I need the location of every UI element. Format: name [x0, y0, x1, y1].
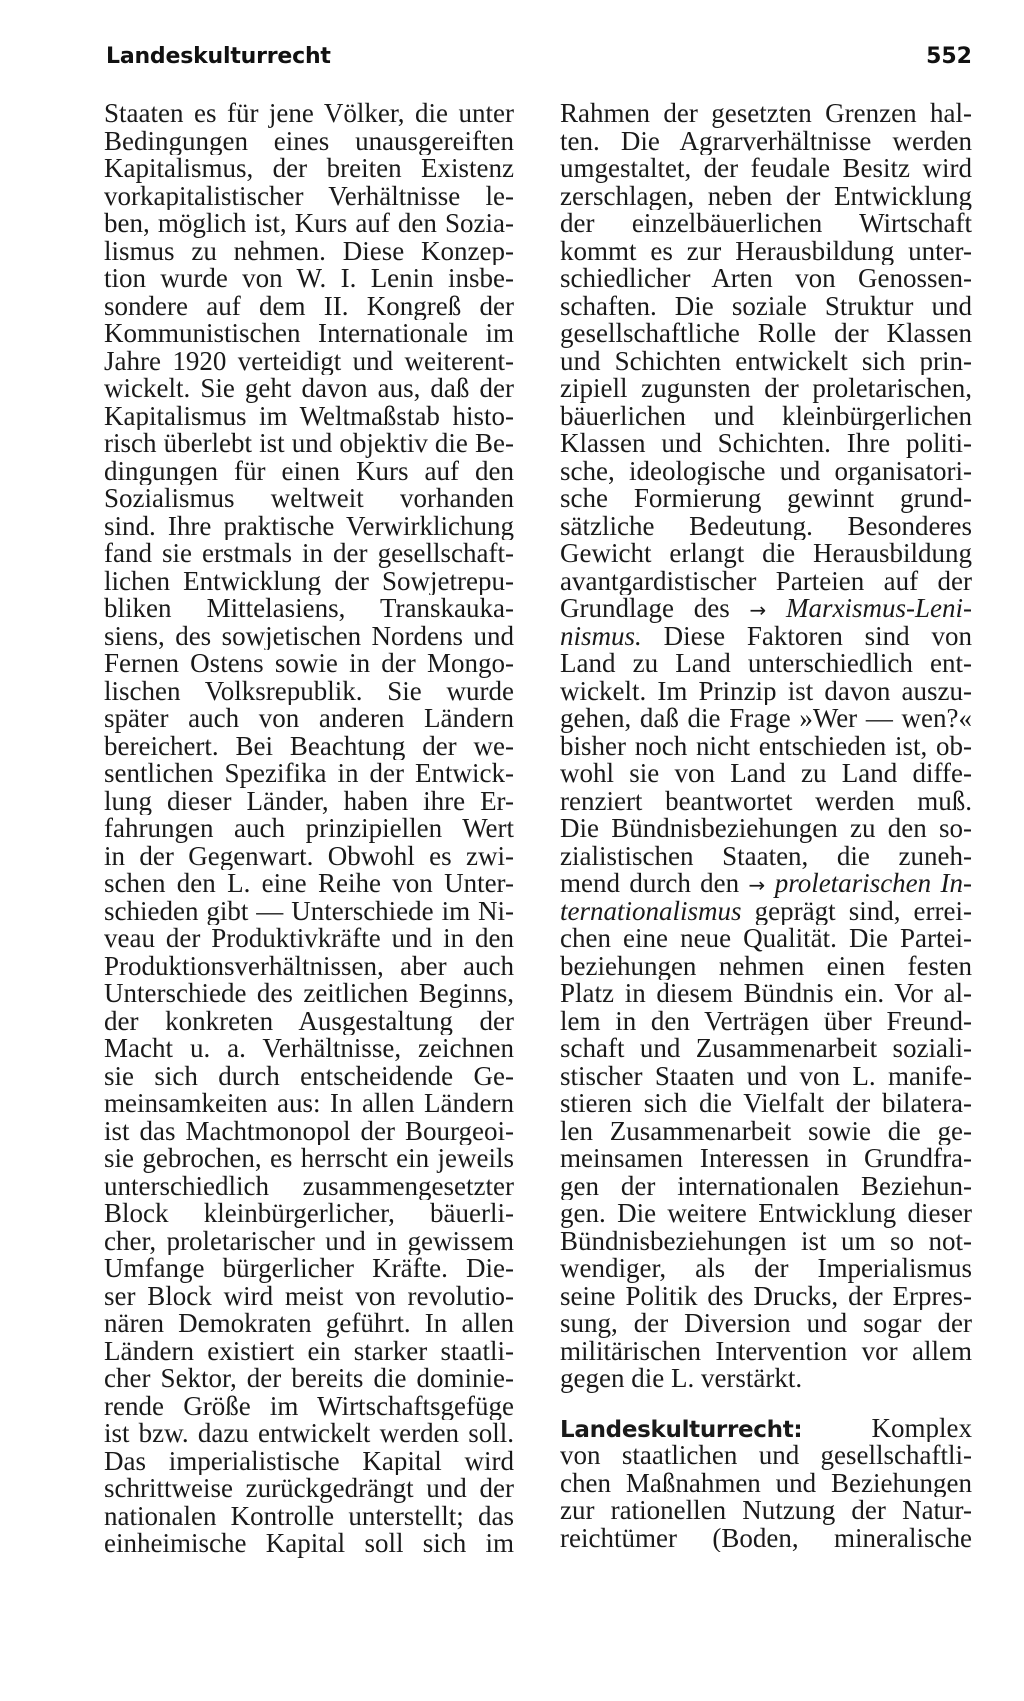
text-line: len Zusammenarbeit sowie die ge-: [560, 1117, 972, 1145]
text-line: chen Maßnahmen und Beziehungen: [560, 1469, 972, 1497]
text-line: Die Bündnisbeziehungen zu den so-: [560, 815, 972, 843]
text-line: Klassen und Schichten. Ihre politi-: [560, 430, 972, 458]
text-line: schaft und Zusammenarbeit soziali-: [560, 1035, 972, 1063]
text-line: risch überlebt ist und objektiv die Be-: [104, 430, 514, 458]
text-line: rende Größe im Wirtschaftsgefüge: [104, 1392, 514, 1420]
text-line: Umfange bürgerlicher Kräfte. Die-: [104, 1255, 514, 1283]
text-line: bliken Mittelasiens, Transkauka-: [104, 595, 514, 623]
text-line: nären Demokraten geführt. In allen: [104, 1310, 514, 1338]
text-line: von staatlichen und gesellschaftli-: [560, 1442, 972, 1470]
text-line: ist das Machtmonopol der Bourgeoi-: [104, 1117, 514, 1145]
text-line: reichtümer (Boden, mineralische: [560, 1524, 972, 1552]
text-line: unterschiedlich zusammengesetzter: [104, 1172, 514, 1200]
text-line: lem in den Verträgen über Freund-: [560, 1007, 972, 1035]
text-line: stischer Staaten und von L. manife-: [560, 1062, 972, 1090]
text-line: Kapitalismus im Weltmaßstab histo-: [104, 402, 514, 430]
text-line: bereichert. Bei Beachtung der we-: [104, 732, 514, 760]
text-line: Land zu Land unterschiedlich ent-: [560, 650, 972, 678]
text-line: ser Block wird meist von revolutio-: [104, 1282, 514, 1310]
ref1-after: Diese Faktoren sind von: [663, 622, 972, 650]
text-line: sung, der Diversion und sogar der: [560, 1310, 972, 1338]
ref2-prefix: mend durch den: [560, 870, 740, 898]
text-line: sind. Ihre praktische Verwirklichung: [104, 512, 514, 540]
text-line: kommt es zur Herausbildung unter-: [560, 237, 972, 265]
text-line: Rahmen der gesetzten Grenzen hal-: [560, 100, 972, 128]
text-line: und Schichten entwickelt sich prin-: [560, 347, 972, 375]
entry-gap: [560, 1393, 972, 1415]
text-line: veau der Produktivkräfte und in den: [104, 925, 514, 953]
text-line: Kapitalismus, der breiten Existenz: [104, 155, 514, 183]
text-line: tion wurde von W. I. Lenin insbe-: [104, 265, 514, 293]
right-column-lines-a: [560, 100, 972, 595]
right-column-lines-c: [560, 925, 972, 1393]
text-line: meinsamen Interessen in Grundfra-: [560, 1145, 972, 1173]
ref2-after: geprägt sind, errei-: [754, 897, 972, 925]
text-line: Block kleinbürgerlicher, bäuerli-: [104, 1200, 514, 1228]
text-line-ref2: [560, 870, 972, 898]
cross-reference-arrow-icon: →: [748, 873, 766, 897]
entry-body: [560, 1442, 972, 1552]
text-line: ist bzw. dazu entwickelt werden soll.: [104, 1420, 514, 1448]
text-line: später auch von anderen Ländern: [104, 705, 514, 733]
text-line: schen den L. eine Reihe von Unter-: [104, 870, 514, 898]
text-line: schiedlicher Arten von Genossen-: [560, 265, 972, 293]
text-line: Produktionsverhältnissen, aber auch: [104, 952, 514, 980]
text-line: Bedingungen eines unausgereiften: [104, 127, 514, 155]
text-line: Fernen Ostens sowie in der Mongo-: [104, 650, 514, 678]
text-line: schieden gibt — Unterschiede im Ni-: [104, 897, 514, 925]
text-line: zipiell zugunsten der proletarischen,: [560, 375, 972, 403]
entry-headword: Landeskulturrecht:: [560, 1416, 803, 1442]
text-line: Gewicht erlangt die Herausbildung: [560, 540, 972, 568]
text-line: nationalen Kontrolle unterstellt; das: [104, 1502, 514, 1530]
right-column: [560, 100, 972, 1552]
text-line: avantgardistischer Parteien auf der: [560, 567, 972, 595]
text-line: gen. Die weitere Entwicklung dieser: [560, 1200, 972, 1228]
left-column: [104, 100, 514, 1558]
text-line: gesellschaftliche Rolle der Klassen: [560, 320, 972, 348]
text-line: lung dieser Länder, haben ihre Er-: [104, 787, 514, 815]
text-line-ref1-cont: [560, 623, 972, 651]
text-line: sche, ideologische und organisatori-: [560, 457, 972, 485]
text-line: der einzelbäuerlichen Wirtschaft: [560, 210, 972, 238]
text-line: fahrungen auch prinzipiellen Wert: [104, 815, 514, 843]
text-line: Das imperialistische Kapital wird: [104, 1447, 514, 1475]
text-line: cher, proletarischer und in gewissem: [104, 1227, 514, 1255]
cross-reference-proletarischer-internationalismus[interactable]: proletarischen In-: [774, 870, 972, 898]
text-line: cher Sektor, der bereits die dominie-: [104, 1365, 514, 1393]
text-line: lichen Entwicklung der Sowjetrepu-: [104, 567, 514, 595]
text-line: gen der internationalen Beziehun-: [560, 1172, 972, 1200]
text-line: wickelt. Sie geht davon aus, daß der: [104, 375, 514, 403]
text-line: ten. Die Agrarverhältnisse werden: [560, 127, 972, 155]
text-line: wohl sie von Land zu Land diffe-: [560, 760, 972, 788]
text-line: gegen die L. verstärkt.: [560, 1365, 803, 1393]
entry-first-line-rest: Komplex: [871, 1414, 972, 1442]
text-line: einheimische Kapital soll sich im: [104, 1530, 514, 1558]
text-line: Staaten es für jene Völker, die unter: [104, 100, 514, 128]
text-line: Bündnisbeziehungen ist um so not-: [560, 1227, 972, 1255]
cross-reference-marxismus-leninismus[interactable]: Marxismus-Leni-: [786, 595, 972, 623]
text-line: lismus zu nehmen. Diese Konzep-: [104, 237, 514, 265]
text-line: bäuerlichen und kleinbürgerlichen: [560, 402, 972, 430]
running-head: Landeskulturrecht: [106, 44, 331, 69]
text-line: beziehungen nehmen einen festen: [560, 952, 972, 980]
text-line: zur rationellen Nutzung der Natur-: [560, 1497, 972, 1525]
text-line-ref2-cont: [560, 898, 972, 926]
right-column-lines-b: [560, 650, 972, 870]
entry-headword-line: [560, 1415, 972, 1443]
text-line: der konkreten Ausgestaltung der: [104, 1007, 514, 1035]
text-line: ben, möglich ist, Kurs auf den Sozia-: [104, 210, 514, 238]
text-line: lischen Volksrepublik. Sie wurde: [104, 677, 514, 705]
text-line: in der Gegenwart. Obwohl es zwi-: [104, 842, 514, 870]
text-line: sätzliche Bedeutung. Besonderes: [560, 512, 972, 540]
text-line: wendiger, als der Imperialismus: [560, 1255, 972, 1283]
text-line: zialistischen Staaten, die zuneh-: [560, 842, 972, 870]
text-line: fand sie erstmals in der gesellschaft-: [104, 540, 514, 568]
cross-reference-proletarischer-internationalismus-cont[interactable]: ternationalismus: [560, 897, 742, 925]
text-line: sentlichen Spezifika in der Entwick-: [104, 760, 514, 788]
text-line: bisher noch nicht entschieden ist, ob-: [560, 732, 972, 760]
text-line: dingungen für einen Kurs auf den: [104, 457, 514, 485]
text-line: Kommunistischen Internationale im: [104, 320, 514, 348]
text-line: siens, des sowjetischen Nordens und: [104, 622, 514, 650]
text-line: Unterschiede des zeitlichen Beginns,: [104, 980, 514, 1008]
text-line: meinsamkeiten aus: In allen Ländern: [104, 1090, 514, 1118]
text-line: schaften. Die soziale Struktur und: [560, 292, 972, 320]
text-line: Macht u. a. Verhältnisse, zeichnen: [104, 1035, 514, 1063]
text-line: sche Formierung gewinnt grund-: [560, 485, 972, 513]
text-line: Platz in diesem Bündnis ein. Vor al-: [560, 980, 972, 1008]
text-line: sie gebrochen, es herrscht ein jeweils: [104, 1145, 514, 1173]
text-line-ref1: [560, 595, 972, 623]
ref1-prefix: Grundlage des: [560, 595, 730, 623]
text-line: Jahre 1920 verteidigt und weiterent-: [104, 347, 514, 375]
text-line: wickelt. Im Prinzip ist davon auszu-: [560, 677, 972, 705]
text-line: zerschlagen, neben der Entwicklung: [560, 182, 972, 210]
text-line: seine Politik des Drucks, der Erpres-: [560, 1282, 972, 1310]
text-line: sie sich durch entscheidende Ge-: [104, 1062, 514, 1090]
text-line: chen eine neue Qualität. Die Partei-: [560, 925, 972, 953]
text-line: gehen, daß die Frage »Wer — wen?«: [560, 705, 972, 733]
text-line: umgestaltet, der feudale Besitz wird: [560, 155, 972, 183]
text-line: schrittweise zurückgedrängt und der: [104, 1475, 514, 1503]
page-number: 552: [926, 44, 972, 69]
text-line: militärischen Intervention vor allem: [560, 1337, 972, 1365]
text-line: vorkapitalistischer Verhältnisse le-: [104, 182, 514, 210]
text-line: Sozialismus weltweit vorhanden: [104, 485, 514, 513]
page-header: [106, 44, 972, 80]
cross-reference-arrow-icon: →: [749, 598, 767, 622]
text-line: Ländern existiert ein starker staatli-: [104, 1337, 514, 1365]
cross-reference-marxismus-leninismus-cont[interactable]: nismus.: [560, 622, 642, 650]
text-line: stieren sich die Vielfalt der bilatera-: [560, 1090, 972, 1118]
text-line: sondere auf dem II. Kongreß der: [104, 292, 514, 320]
text-line: renziert beantwortet werden muß.: [560, 787, 972, 815]
